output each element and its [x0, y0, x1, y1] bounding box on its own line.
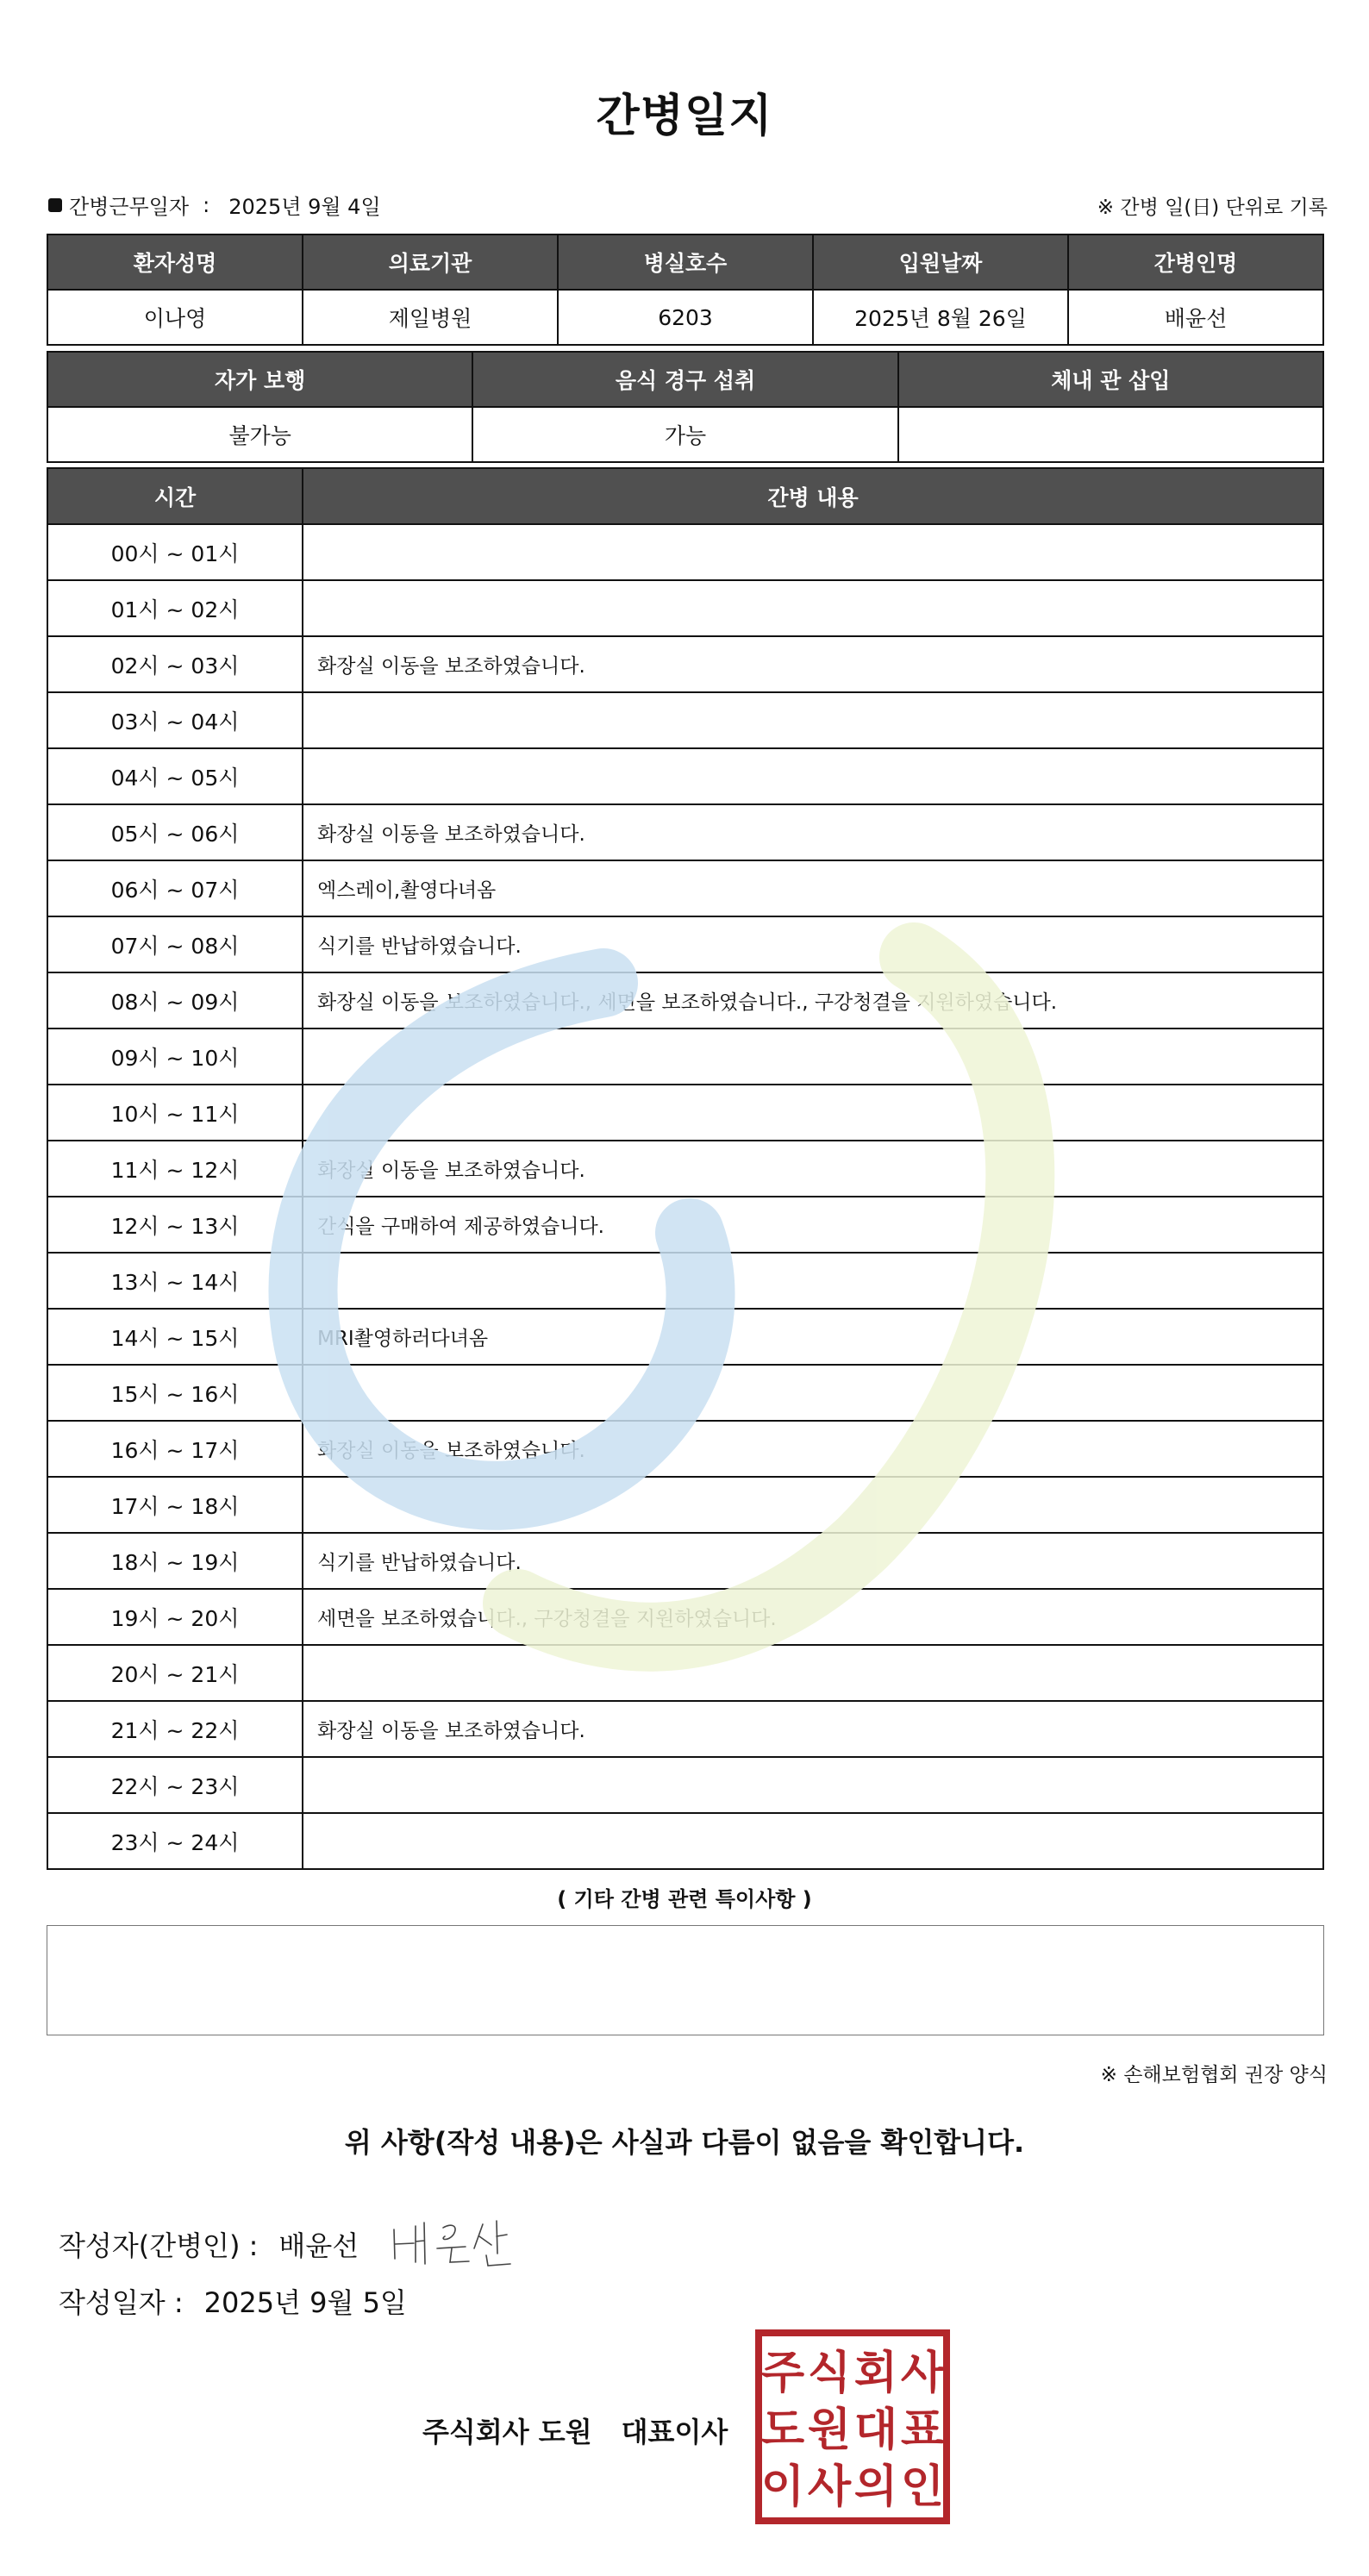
seal-glyph: 주	[760, 2348, 805, 2399]
seal-glyph: 표	[900, 2404, 945, 2456]
table-row	[47, 1309, 1323, 1365]
caregiver-name: 배윤선	[1068, 290, 1323, 345]
unit-note: ※ 간병 일(日) 단위로 기록	[1097, 197, 1328, 219]
company-seal-icon	[755, 2329, 950, 2524]
company-title: 대표이사	[621, 2416, 728, 2448]
table-row	[47, 1085, 1323, 1141]
confirmation-statement: 위 사항(작성 내용)은 사실과 다름이 없음을 확인합니다.	[344, 2126, 1025, 2159]
time-slot: 02시 ~ 03시	[47, 636, 303, 692]
seal-glyph: 의	[853, 2461, 898, 2513]
time-slot: 15시 ~ 16시	[47, 1365, 303, 1421]
writer-row	[59, 2214, 528, 2274]
care-content	[303, 1645, 1323, 1701]
care-content	[303, 1813, 1323, 1869]
seal-glyph: 도	[760, 2404, 805, 2456]
header-caregiver: 간병인명	[1068, 234, 1323, 290]
care-content: 화장실 이동을 보조하였습니다.	[303, 1141, 1323, 1197]
care-content	[303, 1253, 1323, 1309]
time-slot: 09시 ~ 10시	[47, 1029, 303, 1085]
seal-glyph: 사	[900, 2348, 945, 2399]
table-row	[47, 1813, 1323, 1869]
table-row	[47, 580, 1323, 636]
signature-icon	[390, 2214, 528, 2274]
time-slot: 21시 ~ 22시	[47, 1701, 303, 1757]
time-slot: 03시 ~ 04시	[47, 692, 303, 748]
care-content: 간식을 구매하여 제공하였습니다.	[303, 1197, 1323, 1253]
care-content	[303, 580, 1323, 636]
time-slot: 18시 ~ 19시	[47, 1533, 303, 1589]
seal-glyph: 사	[807, 2461, 852, 2513]
patient-info-table	[47, 234, 1324, 346]
header-room: 병실호수	[558, 234, 813, 290]
table-row	[47, 748, 1323, 804]
tube-insertion-status	[898, 407, 1323, 462]
document-title: 간병일지	[596, 91, 773, 142]
header-tube-insertion: 체내 관 삽입	[898, 352, 1323, 407]
time-slot: 19시 ~ 20시	[47, 1589, 303, 1645]
patient-name: 이나영	[47, 290, 303, 345]
form-source-note: ※ 손해보험협회 권장 양식	[1100, 2064, 1328, 2086]
seal-glyph: 식	[807, 2348, 852, 2399]
oral-intake-status: 가능	[472, 407, 897, 462]
table-row	[47, 1253, 1323, 1309]
table-row	[47, 1589, 1323, 1645]
care-content	[303, 1477, 1323, 1533]
remarks-heading: ( 기타 간병 관련 특이사항 )	[557, 1887, 812, 1911]
table-row	[47, 1533, 1323, 1589]
care-content: MRI촬영하러다녀옴	[303, 1309, 1323, 1365]
seal-glyph: 인	[900, 2461, 945, 2513]
table-row	[47, 972, 1323, 1029]
care-content	[303, 748, 1323, 804]
header-patient-name: 환자성명	[47, 234, 303, 290]
table-row	[47, 1365, 1323, 1421]
header-admission-date: 입원날짜	[813, 234, 1068, 290]
company-row	[422, 2410, 728, 2450]
table-row	[47, 1029, 1323, 1085]
time-slot: 07시 ~ 08시	[47, 916, 303, 972]
admission-date: 2025년 8월 26일	[813, 290, 1068, 345]
care-content: 식기를 반납하였습니다.	[303, 916, 1323, 972]
care-log-table	[47, 467, 1324, 1870]
table-row	[47, 1197, 1323, 1253]
work-date-colon: :	[203, 192, 210, 217]
seal-glyph: 회	[853, 2348, 898, 2399]
write-date-row	[59, 2281, 407, 2321]
header-walking: 자가 보행	[47, 352, 472, 407]
time-slot: 11시 ~ 12시	[47, 1141, 303, 1197]
table-row	[47, 692, 1323, 748]
header-care-content: 간병 내용	[303, 468, 1323, 524]
writer-label: 작성자(간병인) :	[59, 2229, 259, 2262]
hospital-name: 제일병원	[303, 290, 558, 345]
care-content	[303, 524, 1323, 580]
time-slot: 08시 ~ 09시	[47, 972, 303, 1029]
time-slot: 04시 ~ 05시	[47, 748, 303, 804]
table-row	[47, 1477, 1323, 1533]
time-slot: 06시 ~ 07시	[47, 860, 303, 916]
time-slot: 22시 ~ 23시	[47, 1757, 303, 1813]
time-slot: 17시 ~ 18시	[47, 1477, 303, 1533]
seal-glyph: 대	[853, 2404, 898, 2456]
care-content	[303, 1029, 1323, 1085]
time-slot: 16시 ~ 17시	[47, 1421, 303, 1477]
table-row	[47, 1141, 1323, 1197]
care-content	[303, 692, 1323, 748]
work-date-label: 간병근무일자	[69, 195, 190, 219]
seal-glyph: 이	[760, 2461, 805, 2513]
work-date-value: 2025년 9월 4일	[228, 195, 381, 219]
care-content: 화장실 이동을 보조하였습니다.	[303, 1701, 1323, 1757]
patient-status-table	[47, 351, 1324, 463]
seal-glyph: 원	[807, 2404, 852, 2456]
write-date-value: 2025년 9월 5일	[203, 2286, 407, 2319]
walking-status: 불가능	[47, 407, 472, 462]
time-slot: 05시 ~ 06시	[47, 804, 303, 860]
care-content: 화장실 이동을 보조하였습니다.	[303, 804, 1323, 860]
care-content: 세면을 보조하였습니다., 구강청결을 지원하였습니다.	[303, 1589, 1323, 1645]
header-time: 시간	[47, 468, 303, 524]
time-slot: 01시 ~ 02시	[47, 580, 303, 636]
care-content	[303, 1085, 1323, 1141]
care-content: 화장실 이동을 보조하였습니다.	[303, 636, 1323, 692]
write-date-label: 작성일자 :	[59, 2286, 184, 2319]
table-row	[47, 524, 1323, 580]
header-hospital: 의료기관	[303, 234, 558, 290]
time-slot: 20시 ~ 21시	[47, 1645, 303, 1701]
time-slot: 00시 ~ 01시	[47, 524, 303, 580]
company-name: 주식회사 도원	[422, 2416, 592, 2448]
table-row	[47, 860, 1323, 916]
care-content: 엑스레이,촬영다녀옴	[303, 860, 1323, 916]
work-date	[48, 190, 381, 220]
care-content	[303, 1365, 1323, 1421]
table-row	[47, 916, 1323, 972]
care-content	[303, 1757, 1323, 1813]
time-slot: 23시 ~ 24시	[47, 1813, 303, 1869]
square-bullet-icon	[48, 198, 62, 212]
room-number: 6203	[558, 290, 813, 345]
writer-name: 배윤선	[278, 2229, 359, 2262]
table-row	[47, 1645, 1323, 1701]
time-slot: 13시 ~ 14시	[47, 1253, 303, 1309]
header-oral-intake: 음식 경구 섭취	[472, 352, 897, 407]
table-row	[47, 804, 1323, 860]
table-row	[47, 1757, 1323, 1813]
time-slot: 14시 ~ 15시	[47, 1309, 303, 1365]
table-row	[47, 636, 1323, 692]
remarks-box	[47, 1925, 1324, 2035]
time-slot: 12시 ~ 13시	[47, 1197, 303, 1253]
time-slot: 10시 ~ 11시	[47, 1085, 303, 1141]
care-content: 화장실 이동을 보조하였습니다., 세면을 보조하였습니다., 구강청결을 지원하였습니다.	[303, 972, 1323, 1029]
care-content: 화장실 이동을 보조하였습니다.	[303, 1421, 1323, 1477]
table-row	[47, 1421, 1323, 1477]
table-row	[47, 1701, 1323, 1757]
care-content: 식기를 반납하였습니다.	[303, 1533, 1323, 1589]
